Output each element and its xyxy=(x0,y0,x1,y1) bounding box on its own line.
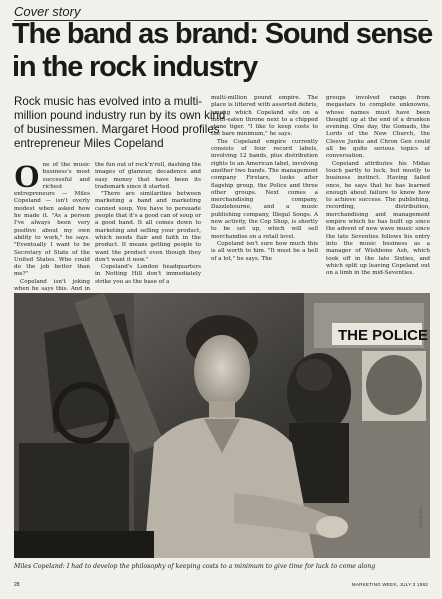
section-kicker: Cover story xyxy=(14,4,81,19)
headline: The band as brand: Sound sense in the rock industry xyxy=(12,18,433,83)
photo-credit: CHRIS BELL xyxy=(418,504,423,528)
drop-cap: O xyxy=(14,159,40,195)
article-paragraph: groups involved range from megastars to complete unknowns, whose names must have been thought up at the end of a drunken evening. One day, the Gomads, the Lords of the New Church, the Cleeve Junke and Chron Gen could all be quite serious topics of conversation. xyxy=(326,95,430,160)
photo-caption: Miles Copeland: I had to develop the philosophy of keeping costs to a minimum to give time for luck to come along xyxy=(14,563,376,570)
police-poster-text: THE POLICE xyxy=(338,327,429,344)
publication-footer: MARKETING WEEK, JULY 2 1982 xyxy=(351,582,428,587)
article-column-1 xyxy=(14,159,90,293)
article-column-3 xyxy=(211,95,318,290)
article-paragraph: Copeland attributes his Midas touch partly to luck, but mostly to business instinct. Having failed once, he says that he has learned enough about failure to know how to achieve success. The publishing, recording, distribution, merchandising and management empire which he has built up since the advent of new wave music since the late Seventies follows his entry into the music business as a manager of Wishbone Ash, which took off in the late Sixties, and which split up leaving Copeland out on a limb in the mid-Seventies. xyxy=(326,160,430,277)
article-paragraph: "There are similarities between marketing a band and marketing canned soup. You have to persuade people that it's a good can of soup or a good band. It all comes down to marketing and selling your product, which needs flair and faith in the product. It means getting people to want the product even though they don't want it now." xyxy=(95,191,201,263)
article-paragraph: The Copeland empire currently consists of four record labels, involving 12 bands, plus distribution rights to an American label, involving another two bands. The management company Firstars, looks after flagship group, the Police and three other groups. Next comes a merchandising company, Dazzlebourne, and a music publishing company, Illegal Songs. A new activity, the Cop Shop, is shortly to be set up, which will sell merchandise on a retail level. xyxy=(211,138,318,240)
photo-illustration xyxy=(14,293,430,558)
article-paragraph: the fun out of rock'n'roll, dashing the images of glamour, decadence and easy money that have been its trademark since it started. xyxy=(95,162,201,190)
article-column-4 xyxy=(326,95,430,290)
page-number: 28 xyxy=(14,582,20,588)
article-paragraph: Copeland isn't joking when he says this. And in xyxy=(14,278,90,293)
article-paragraph: Copeland's London headquarters in Notting Hill don't immediately strike you as the base of a xyxy=(95,264,201,285)
article-paragraph: multi-million pound empire. The place is littered with assorted debris, among which Copeland sits on a moth-eaten throne next to a chipped stone tiger. "I like to keep costs to the bare minimum," he says. xyxy=(211,95,318,138)
article-paragraph: Copeland isn't sure how much this is all worth to him. "It must be a hell of a lot," he says. The xyxy=(211,240,318,262)
article-column-2 xyxy=(95,162,201,290)
portrait-photo xyxy=(14,293,430,558)
standfirst: Rock music has evolved into a multi-million pound industry run by its own kind of businessmen. Margaret Hood profiles entrepreneur Miles Copeland xyxy=(14,95,226,150)
article-paragraph: ne of the music business's most successful and richest entrepreneurs — Miles Copeland — isn't overly modest when asked how he made it. "As a person I've always been very positive about my own ability to work," he says. "Eventually I want to be Secretary of State of the United States. Who could do the job better than me?" xyxy=(14,162,90,278)
